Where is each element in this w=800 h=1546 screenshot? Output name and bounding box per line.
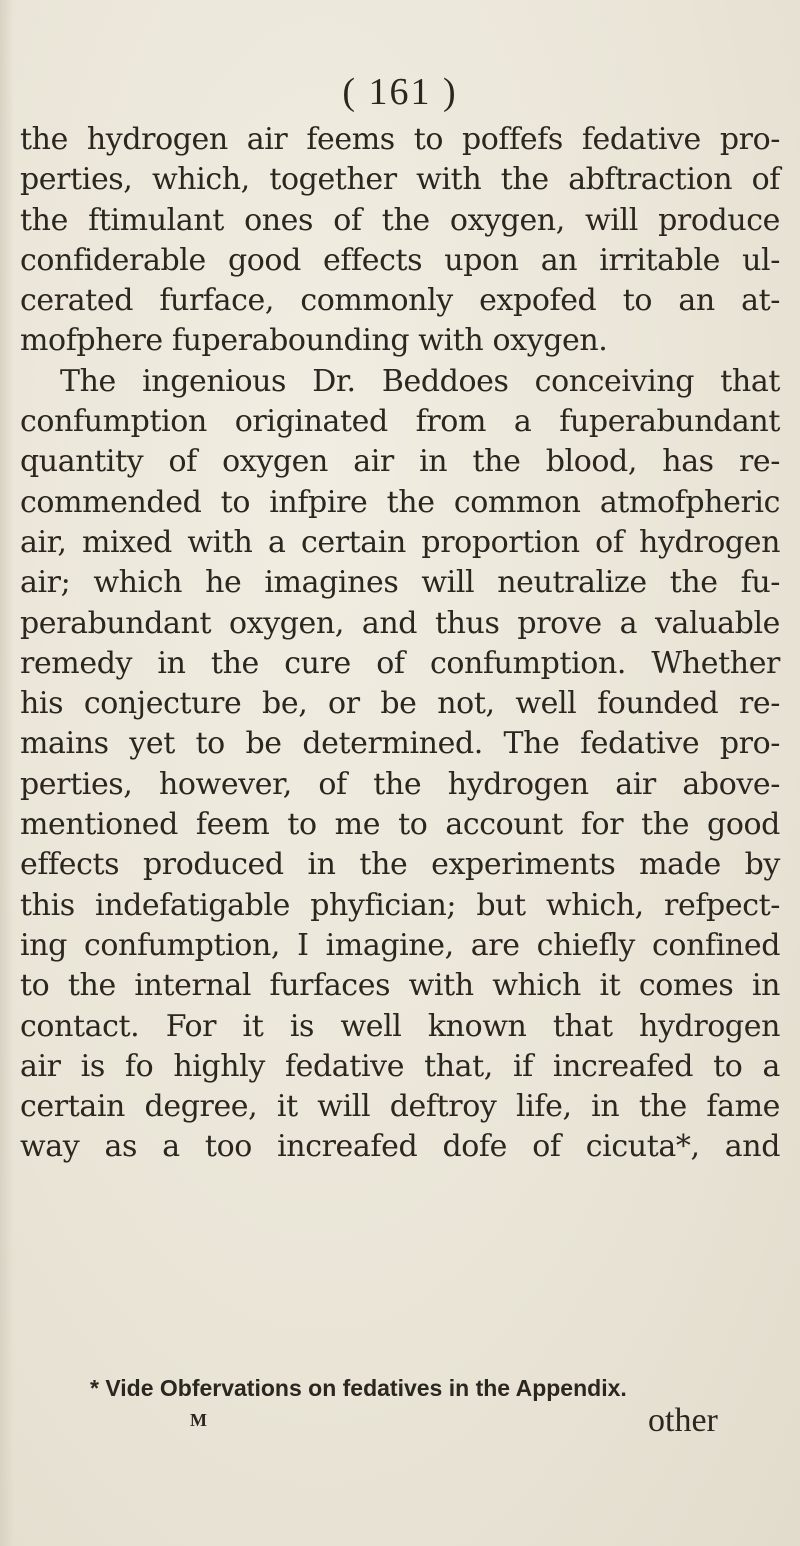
text-line: remedy in the cure of confumption. Whether [20, 645, 780, 681]
text-line: way as a too increafed dofe of cicuta*, and [20, 1129, 780, 1165]
text-line: his conjecture be, or be not, well founded re- [20, 686, 780, 722]
body-text [20, 120, 780, 1168]
text-line: ing confumption, I imagine, are chiefly confined [20, 927, 780, 963]
text-line: commended to infpire the common atmofpheric [20, 484, 780, 520]
text-line: confumption originated from a fuperabundant [20, 404, 780, 440]
text-line: to the internal furfaces with which it comes in [20, 968, 780, 1004]
text-line: effects produced in the experiments made by [20, 847, 780, 883]
text-line: perabundant oxygen, and thus prove a valuable [20, 605, 780, 641]
text-line: contact. For it is well known that hydrogen [20, 1008, 780, 1044]
catchword: other [648, 1402, 718, 1439]
text-line: quantity of oxygen air in the blood, has re- [20, 444, 780, 480]
text-line: mentioned feem to me to account for the good [20, 807, 780, 843]
text-line: this indefatigable phyfician; but which, refpect- [20, 887, 780, 923]
text-line: cerated furface, commonly expofed to an at- [20, 283, 780, 319]
text-line: perties, which, together with the abftraction of [20, 162, 780, 198]
text-line: mofphere fuperabounding with oxygen. [20, 323, 608, 359]
text-line: confiderable good effects upon an irritable ul- [20, 242, 780, 278]
text-line: air, mixed with a certain proportion of hydrogen [20, 524, 780, 560]
text-line: certain degree, it will deftroy life, in the fame [20, 1089, 780, 1125]
text-line: The ingenious Dr. Beddoes conceiving that [60, 363, 780, 399]
signature-mark: M [190, 1410, 207, 1430]
text-line: mains yet to be determined. The fedative pro- [20, 726, 780, 762]
page-number: ( 161 ) [342, 71, 458, 113]
text-line: perties, however, of the hydrogen air above- [20, 766, 780, 802]
text-line: the ftimulant ones of the oxygen, will produce [20, 202, 780, 238]
footnote: * Vide Obfervations on fedatives in the Appendix. [90, 1375, 627, 1401]
text-line: the hydrogen air feems to poffefs fedative pro- [20, 122, 780, 157]
text-line: air is fo highly fedative that, if increafed to a [20, 1048, 780, 1084]
text-line: air; which he imagines will neutralize the fu- [20, 565, 780, 601]
gutter-shadow [0, 0, 14, 1546]
